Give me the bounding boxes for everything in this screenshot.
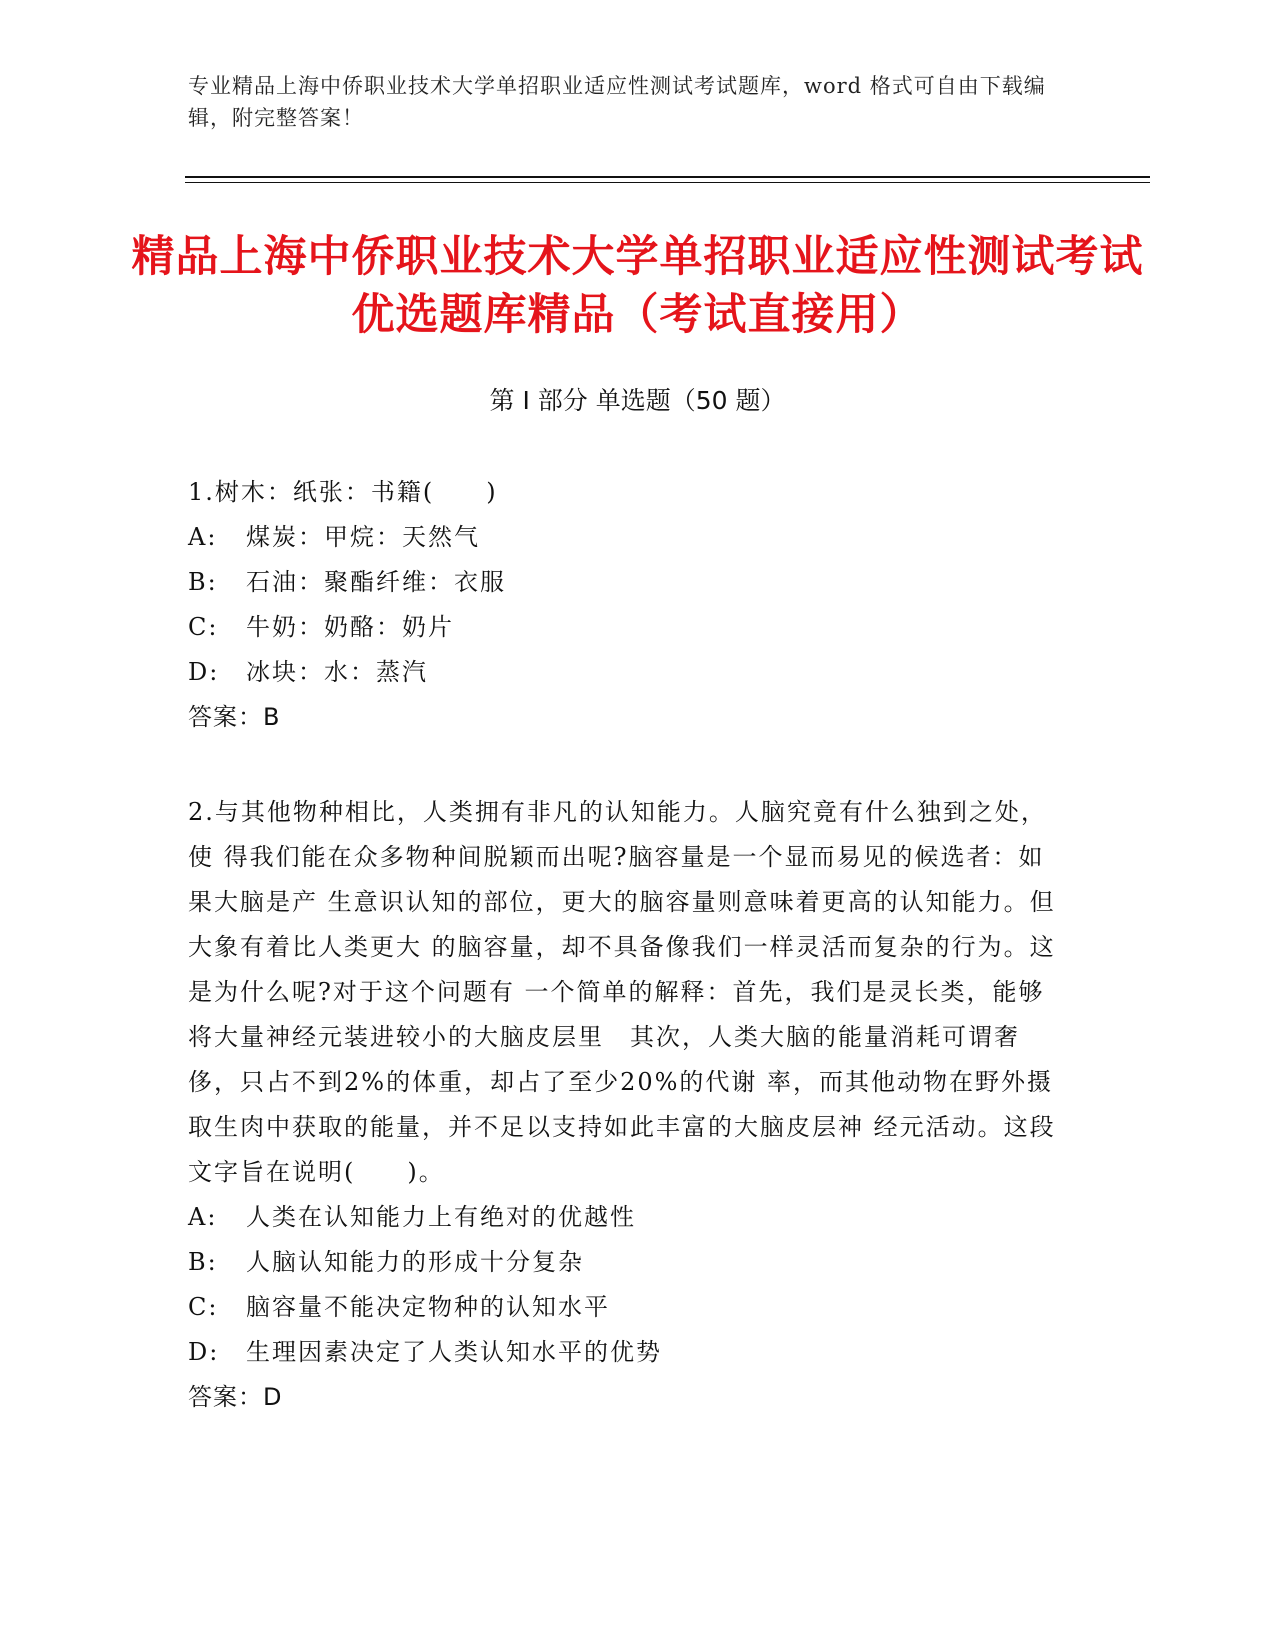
option-text: 煤炭：甲烷：天然气 <box>246 523 480 551</box>
option-a <box>188 1195 1068 1240</box>
option-b <box>188 560 1068 605</box>
question-stem: 2.与其他物种相比，人类拥有非凡的认知能力。人脑究竟有什么独到之处，使 得我们能在众多物种间脱颖而出呢?脑容量是一个显而易见的候选者：如果大脑是产 生意识认知的部位，更大的脑容量则意味着更高的认知能力。但大象有着比人类更大 的脑容量，却不具备像我们一样灵活而复杂的行为。这是为什么呢?对于这个问题有 一个简单的解释：首先，我们是灵长类，能够将大量神经元装进较小的大脑皮层里 其次，人类大脑的能量消耗可谓奢侈，只占不到2%的体重，却占了至少20%的代谢 率，而其他动物在野外摄取生肉中获取的能量，并不足以支持如此丰富的大脑皮层神 经元活动。这段文字旨在说明( )。 <box>188 798 1056 1186</box>
option-d <box>188 1330 1068 1375</box>
option-a <box>188 515 1068 560</box>
option-b <box>188 1240 1068 1285</box>
answer-line: 答案：B <box>188 703 281 731</box>
question-stem: 1.树木：纸张：书籍( ) <box>188 478 498 506</box>
option-text: 脑容量不能决定物种的认知水平 <box>246 1293 610 1321</box>
question-1 <box>188 470 1068 740</box>
option-c <box>188 605 1068 650</box>
option-text: 人脑认知能力的形成十分复杂 <box>246 1248 584 1276</box>
option-letter: D: <box>188 1338 220 1366</box>
section-heading: 第 I 部分 单选题（50 题） <box>489 386 786 415</box>
option-d <box>188 650 1068 695</box>
header-divider-thin <box>185 182 1150 183</box>
option-letter: C: <box>188 613 219 641</box>
header-divider-thick <box>185 176 1150 178</box>
option-letter: B: <box>188 568 218 596</box>
question-2 <box>188 790 1068 1420</box>
option-text: 牛奶：奶酪：奶片 <box>246 613 454 641</box>
answer-line: 答案：D <box>188 1383 283 1411</box>
option-letter: A: <box>188 1203 218 1231</box>
option-text: 石油：聚酯纤维：衣服 <box>246 568 506 596</box>
option-letter: B: <box>188 1248 218 1276</box>
header-note: 专业精品上海中侨职业技术大学单招职业适应性测试考试题库，word 格式可自由下载编辑，附完整答案！ <box>188 74 1046 130</box>
option-letter: C: <box>188 1293 219 1321</box>
option-text: 人类在认知能力上有绝对的优越性 <box>246 1203 636 1231</box>
option-text: 冰块：水：蒸汽 <box>246 658 428 686</box>
option-c <box>188 1285 1068 1330</box>
option-text: 生理因素决定了人类认知水平的优势 <box>246 1338 662 1366</box>
option-letter: D: <box>188 658 220 686</box>
document-title: 精品上海中侨职业技术大学单招职业适应性测试考试优选题库精品（考试直接用） <box>131 232 1144 340</box>
option-letter: A: <box>188 523 218 551</box>
